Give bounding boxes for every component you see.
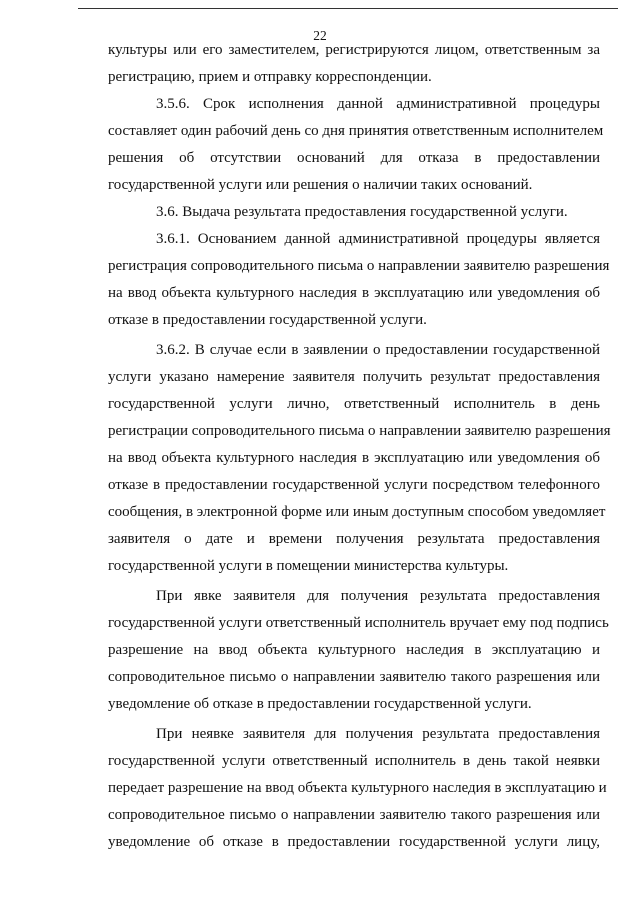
- page-number: 22: [313, 28, 327, 43]
- text-line: на ввод объекта культурного наследия в эксплуатацию или уведомления об: [108, 450, 600, 466]
- paragraph-applicant-appearance: [108, 583, 609, 718]
- text-line: При явке заявителя для получения результата предоставления: [156, 588, 600, 604]
- text-line: 3.6. Выдача результата предоставления государственной услуги.: [156, 204, 568, 220]
- text-line: государственной услуги или решения о наличии таких оснований.: [108, 177, 533, 193]
- text-line: услуги указано намерение заявителя получить результат предоставления: [108, 369, 600, 385]
- text-line: передает разрешение на ввод объекта культурного наследия в эксплуатацию и: [108, 780, 607, 796]
- text-line: отказе в предоставлении государственной услуги.: [108, 312, 427, 328]
- paragraph-continuation: [108, 37, 600, 91]
- text-line: заявителя о дате и времени получения результата предоставления: [108, 531, 600, 547]
- paragraph-3-6-2: [108, 337, 611, 580]
- text-line: государственной услуги ответственный исполнитель вручает ему под подпись: [108, 615, 609, 631]
- text-line: При неявке заявителя для получения результата предоставления: [156, 726, 600, 742]
- text-line: государственной услуги ответственный исполнитель в день такой неявки: [108, 753, 600, 769]
- text-line: 3.6.2. В случае если в заявлении о предоставлении государственной: [156, 342, 600, 358]
- text-line: государственной услуги лично, ответственный исполнитель в день: [108, 396, 600, 412]
- text-line: государственной услуги в помещении министерства культуры.: [108, 558, 509, 574]
- text-line: регистрация сопроводительного письма о направлении заявителю разрешения: [108, 258, 610, 274]
- text-line: 3.6.1. Основанием данной административной процедуры является: [156, 231, 600, 247]
- text-line: разрешение на ввод объекта культурного наследия в эксплуатацию и: [108, 642, 600, 658]
- text-line: 3.5.6. Срок исполнения данной административной процедуры: [156, 96, 600, 112]
- section-heading-3-6: [108, 199, 600, 226]
- text-line: уведомление об отказе в предоставлении государственной услуги лицу,: [108, 834, 600, 850]
- text-line: уведомление об отказе в предоставлении государственной услуги.: [108, 696, 532, 712]
- text-line: отказе в предоставлении государственной услуги посредством телефонного: [108, 477, 600, 493]
- text-line: решения об отсутствии оснований для отказа в предоставлении: [108, 150, 600, 166]
- text-line: регистрацию, прием и отправку корреспонденции.: [108, 69, 432, 85]
- text-line: сообщения, в электронной форме или иным доступным способом уведомляет: [108, 504, 606, 520]
- text-line: сопроводительное письмо о направлении заявителю такого разрешения или: [108, 669, 600, 685]
- text-line: регистрации сопроводительного письма о направлении заявителю разрешения: [108, 423, 611, 439]
- text-line: составляет один рабочий день со дня принятия ответственным исполнителем: [108, 123, 604, 139]
- text-line: культуры или его заместителем, регистрируются лицом, ответственным за: [108, 42, 600, 58]
- paragraph-3-6-1: [108, 226, 610, 334]
- document-body: [108, 37, 611, 856]
- text-line: на ввод объекта культурного наследия в эксплуатацию или уведомления об: [108, 285, 600, 301]
- scan-top-rule: [78, 8, 618, 9]
- paragraph-applicant-non-appearance: [108, 721, 607, 856]
- text-line: сопроводительное письмо о направлении заявителю такого разрешения или: [108, 807, 600, 823]
- paragraph-3-5-6: [108, 91, 604, 199]
